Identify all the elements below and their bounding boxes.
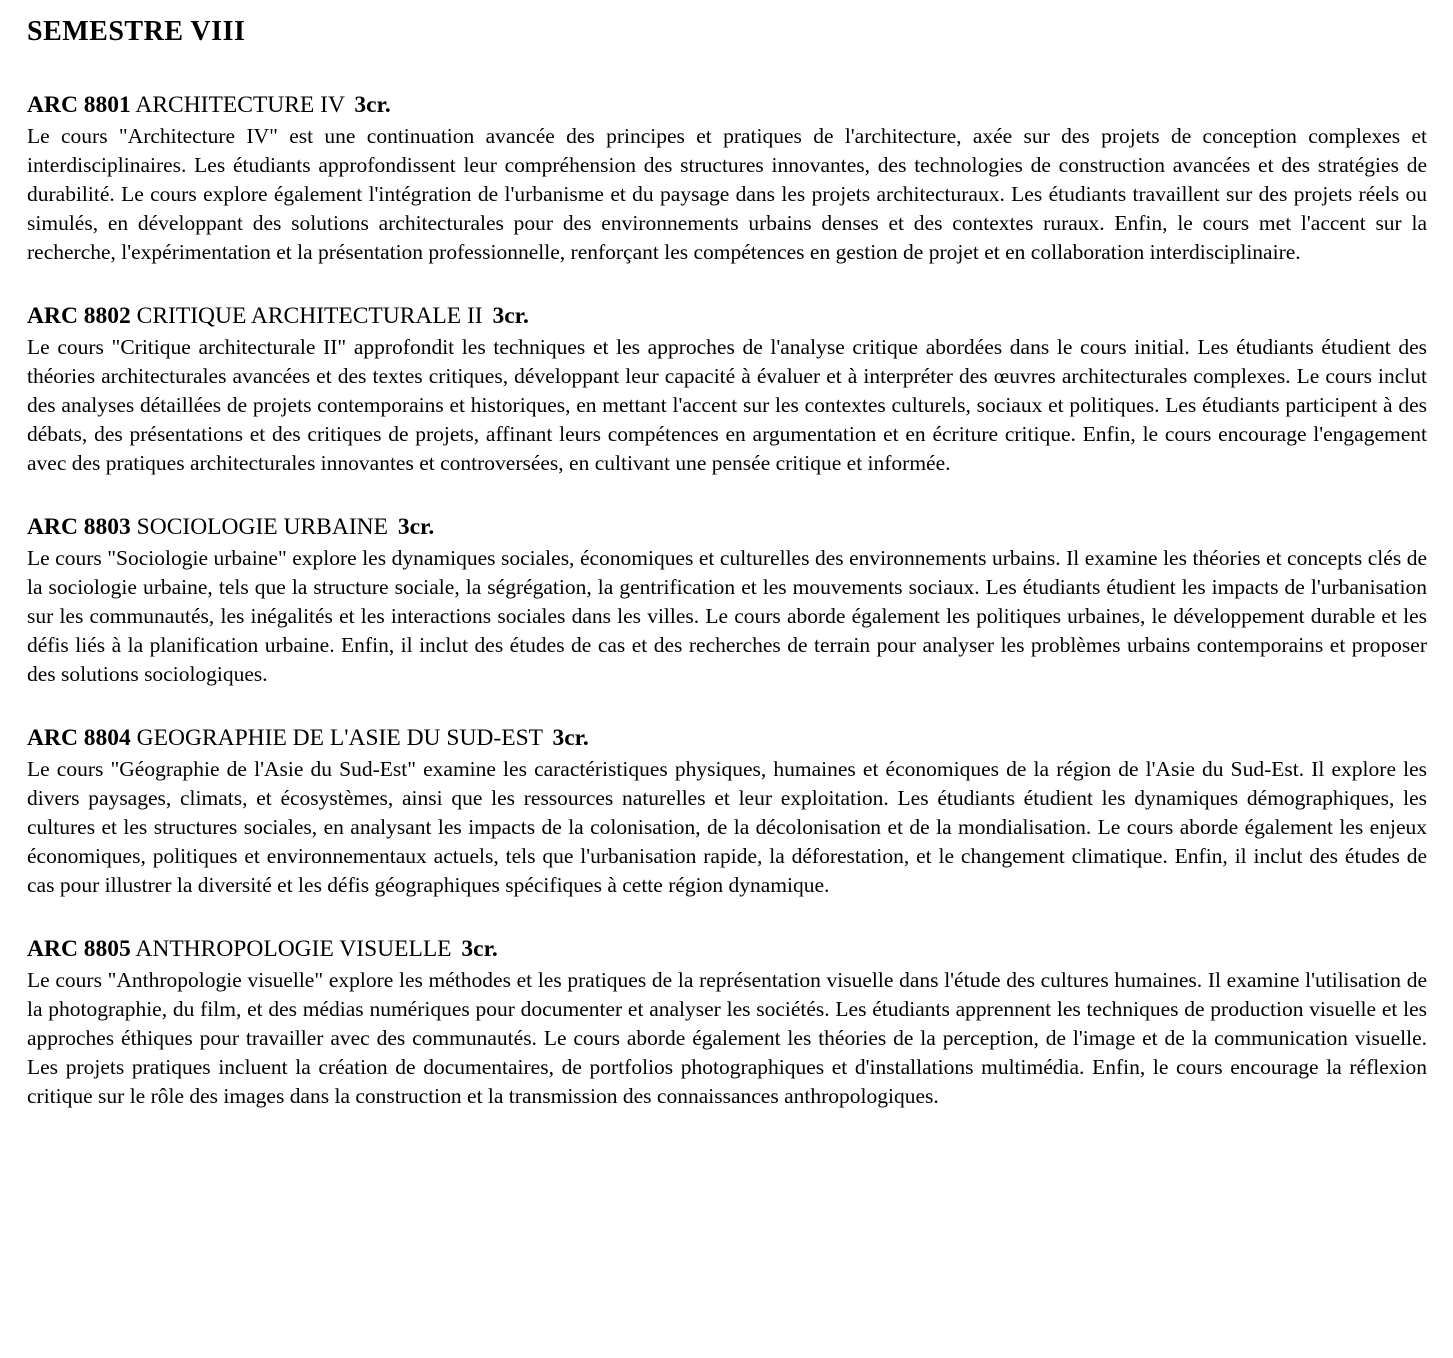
course-title: ARCHITECTURE IV: [135, 92, 345, 119]
course-credits: 3cr.: [492, 303, 529, 330]
course-section-arc-8802: [27, 301, 1427, 478]
course-title: SOCIOLOGIE URBAINE: [136, 514, 388, 541]
course-header: [27, 301, 1427, 331]
course-section-arc-8801: [27, 90, 1427, 267]
course-title: CRITIQUE ARCHITECTURALE II: [136, 303, 483, 330]
course-title: ANTHROPOLOGIE VISUELLE: [135, 936, 452, 963]
course-section-arc-8803: [27, 512, 1427, 689]
course-description: Le cours "Architecture IV" est une continuation avancée des principes et pratiques de l'architecture, axée sur des projets de conception complexes et interdisciplinaires. Les étudiants approfondissent leur compréhension des structures innovantes, des technologies de construction avancées et des stratégies de durabilité. Le cours explore également l'intégration de l'urbanisme et du paysage dans les projets architecturaux. Les étudiants travaillent sur des projets réels ou simulés, en développant des solutions architecturales pour des environnements urbains denses et des contextes ruraux. Enfin, le cours met l'accent sur la recherche, l'expérimentation et la présentation professionnelle, renforçant les compétences en gestion de projet et en collaboration interdisciplinaire.: [27, 124, 1427, 265]
course-description: Le cours "Anthropologie visuelle" explore les méthodes et les pratiques de la représentation visuelle dans l'étude des cultures humaines. Il examine l'utilisation de la photographie, du film, et des médias numériques pour documenter et analyser les sociétés. Les étudiants apprennent les techniques de production visuelle et les approches éthiques pour travailler avec des communautés. Le cours aborde également les théories de la perception, de l'image et de la communication visuelle. Les projets pratiques incluent la création de documentaires, de portfolios photographiques et d'installations multimédia. Enfin, le cours encourage la réflexion critique sur le rôle des images dans la construction et la transmission des connaissances anthropologiques.: [27, 968, 1427, 1109]
course-header: [27, 90, 1427, 120]
course-header: [27, 512, 1427, 542]
course-code: ARC 8803: [27, 514, 131, 541]
course-header: [27, 934, 1427, 964]
course-credits: 3cr.: [461, 936, 498, 963]
course-section-arc-8805: [27, 934, 1427, 1111]
course-code: ARC 8801: [27, 92, 131, 119]
course-description: Le cours "Sociologie urbaine" explore les dynamiques sociales, économiques et culturelles des environnements urbains. Il examine les théories et concepts clés de la sociologie urbaine, tels que la structure sociale, la ségrégation, la gentrification et les mouvements sociaux. Les étudiants étudient les impacts de l'urbanisation sur les communautés, les inégalités et les interactions sociales dans les villes. Le cours aborde également les politiques urbaines, le développement durable et les défis liés à la planification urbaine. Enfin, il inclut des études de cas et des recherches de terrain pour analyser les problèmes urbains contemporains et proposer des solutions sociologiques.: [27, 546, 1427, 687]
course-header: [27, 723, 1427, 753]
course-title: GEOGRAPHIE DE L'ASIE DU SUD-EST: [136, 725, 543, 752]
course-section-arc-8804: [27, 723, 1427, 900]
course-credits: 3cr.: [552, 725, 589, 752]
semester-title: SEMESTRE VIII: [27, 16, 246, 47]
course-code: ARC 8802: [27, 303, 131, 330]
course-description: Le cours "Critique architecturale II" approfondit les techniques et les approches de l'analyse critique abordées dans le cours initial. Les étudiants étudient des théories architecturales avancées et des textes critiques, développant leur capacité à évaluer et à interpréter des œuvres architecturales complexes. Le cours inclut des analyses détaillées de projets contemporains et historiques, en mettant l'accent sur les contextes culturels, sociaux et politiques. Les étudiants participent à des débats, des présentations et des critiques de projets, affinant leurs compétences en argumentation et en écriture critique. Enfin, le cours encourage l'engagement avec des pratiques architecturales innovantes et controversées, en cultivant une pensée critique et informée.: [27, 335, 1427, 476]
course-code: ARC 8804: [27, 725, 131, 752]
course-credits: 3cr.: [354, 92, 391, 119]
course-description: Le cours "Géographie de l'Asie du Sud-Est" examine les caractéristiques physiques, humaines et économiques de la région de l'Asie du Sud-Est. Il explore les divers paysages, climats, et écosystèmes, ainsi que les ressources naturelles et leur exploitation. Les étudiants étudient les dynamiques démographiques, les cultures et les structures sociales, en analysant les impacts de la colonisation, de la décolonisation et de la mondialisation. Le cours aborde également les enjeux économiques, politiques et environnementaux actuels, tels que l'urbanisation rapide, la déforestation, et le changement climatique. Enfin, il inclut des études de cas pour illustrer la diversité et les défis géographiques spécifiques à cette région dynamique.: [27, 757, 1427, 898]
course-code: ARC 8805: [27, 936, 131, 963]
course-credits: 3cr.: [397, 514, 435, 541]
